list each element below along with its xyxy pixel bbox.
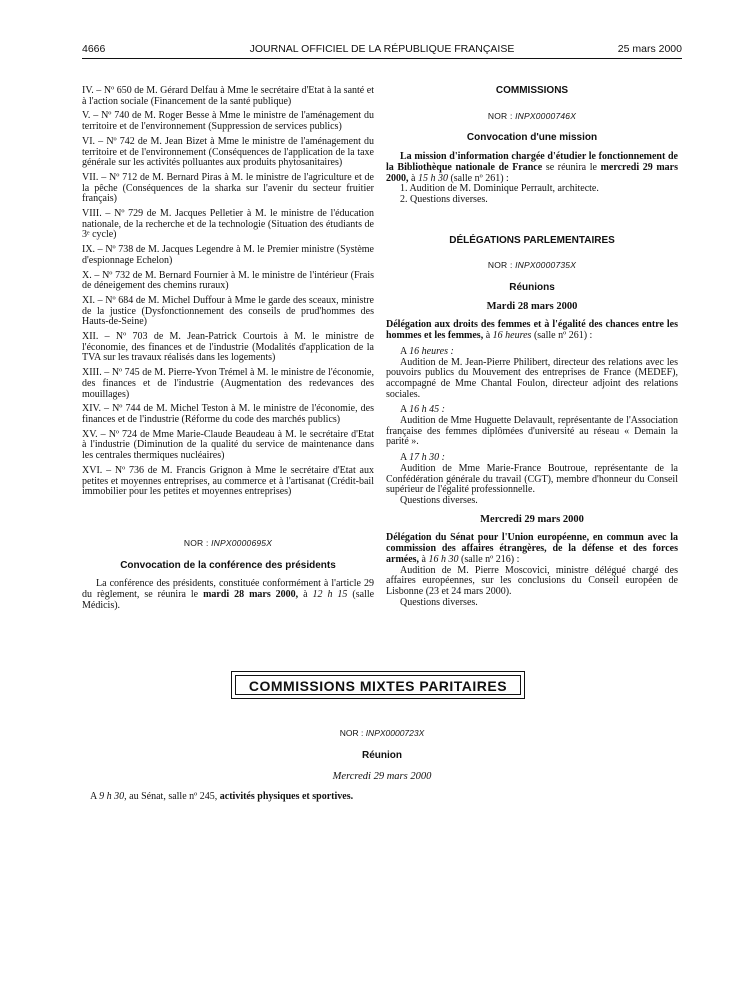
session-time: A 16 h 45 : <box>400 404 446 416</box>
commissions-title: COMMISSIONS <box>495 85 569 96</box>
cmp-title: COMMISSIONS MIXTES PARITAIRES <box>248 678 508 694</box>
cmp-subtitle: Réunion <box>362 750 402 761</box>
mission-intro: La mission d'information chargée d'étudier le fonctionnement de la Bibliothèque nationale de France se réunira le mercredi 29 mars 2000, à 15 h 30 (salle nº 261) : <box>386 151 679 184</box>
session-text: Audition de M. Jean-Pierre Philibert, directeur des relations avec les pouvoirs publics du Mouvement des entreprises de France (MEDEF), accompagné de Mme Chantal Foulon, directeur adjoint des relations sociales. <box>386 356 678 400</box>
day1-session <box>386 347 678 401</box>
cmp-nor <box>82 728 682 738</box>
delegations-nor <box>386 260 678 271</box>
cmp-meeting: A 9 h 30, au Sénat, salle nº 245, activités physiques et sportives. <box>90 791 354 802</box>
day2-date: Mercredi 29 mars 2000 <box>480 513 584 525</box>
nor-code: INPX0000723X <box>365 728 425 738</box>
issue-date: 25 mars 2000 <box>617 43 682 55</box>
cmp-title-box <box>231 671 525 699</box>
cmp-date: Mercredi 29 mars 2000 <box>332 771 432 782</box>
delegations-title: DÉLÉGATIONS PARLEMENTAIRES <box>449 234 615 246</box>
day2-intro: Délégation du Sénat pour l'Union européenne, en commun avec la commission des affaires étrangères, de la défense et des forces armées, à 16 h 30 (salle nº 216) : <box>386 532 678 565</box>
question-item: X. – Nº 732 de M. Bernard Fournier à M. le ministre de l'intérieur (Frais de déneigement des chemins ruraux) <box>82 269 374 292</box>
question-item: XII. – Nº 703 de M. Jean-Patrick Courtois à M. le ministre de l'économie, des finances et de l'industrie (Modalités d'application de la TVA sur les travaux réalisés dans les logements) <box>82 331 374 364</box>
day1-closing: Questions diverses. <box>400 494 478 506</box>
mission-item: 2. Questions diverses. <box>400 193 488 205</box>
question-item: IV. – Nº 650 de M. Gérard Delfau à Mme le secrétaire d'Etat à la santé et à l'action sociale (Financement de la santé publique) <box>82 85 374 107</box>
nor-code: INPX0000746X <box>515 110 577 121</box>
day1-session <box>386 453 678 496</box>
day1-date: Mardi 28 mars 2000 <box>486 300 578 312</box>
commissions-nor <box>386 111 678 122</box>
nor-code: INPX0000735X <box>515 260 577 271</box>
conference-nor <box>82 538 374 549</box>
conference-text: La conférence des présidents, constituée conformément à l'article 29 du règlement, se réunira le mardi 28 mars 2000, à 12 h 15 (salle Médicis). <box>82 578 375 611</box>
question-item: VII. – Nº 712 de M. Bernard Piras à M. le ministre de l'agriculture et de la pêche (Conséquences de la sharka sur l'avenir du secteur fruitier français) <box>82 171 374 205</box>
header-rule <box>82 58 682 59</box>
delegations-subtitle: Réunions <box>509 282 555 294</box>
right-column <box>386 86 678 608</box>
question-item: VIII. – Nº 729 de M. Jacques Pelletier à M. le ministre de l'éducation nationale, de la recherche et de la technologie (Situation des étudiants de 3ᵉ cycle) <box>82 208 374 241</box>
question-item: XV. – Nº 724 de Mme Marie-Claude Beaudeau à M. le secrétaire d'Etat à l'industrie (Diminution de la qualité du service de maintenance dans les centrales thermiques nucléaires) <box>82 428 374 462</box>
commissions-subtitle: Convocation d'une mission <box>466 132 598 144</box>
question-item: V. – Nº 740 de M. Roger Besse à Mme le ministre de l'aménagement du territoire et de l'environnement (Suppression de services publics) <box>82 110 374 133</box>
mission-item: 1. Audition de M. Dominique Perrault, architecte. <box>400 183 599 195</box>
day2-closing: Questions diverses. <box>400 596 478 608</box>
conference-title: Convocation de la conférence des présidents <box>120 559 336 571</box>
nor-label: NOR : <box>487 260 513 271</box>
question-item: XIV. – Nº 744 de M. Michel Teston à M. le ministre de l'économie, des finances et de l'industrie (Réforme du code des marchés publics) <box>82 403 374 425</box>
session-text: Audition de Mme Marie-France Boutroue, représentante de la Confédération générale du travail (CGT), membre d'honneur du Conseil supérieur de l'égalité professionnelle. <box>386 462 678 496</box>
nor-label: NOR : <box>487 110 513 121</box>
journal-title: JOURNAL OFFICIEL DE LA RÉPUBLIQUE FRANÇAISE <box>249 43 515 55</box>
day1-intro: Délégation aux droits des femmes et à l'égalité des chances entre les hommes et les femmes, à 16 heures (salle nº 261) : <box>386 319 678 342</box>
day1-session <box>386 405 678 448</box>
page-header <box>82 43 682 59</box>
day2-text: Audition de M. Pierre Moscovici, ministre délégué chargé des affaires européennes, sur les conclusions du Conseil européen de Lisbonne (23 et 24 mars 2000). <box>386 564 678 597</box>
question-item: XVI. – Nº 736 de M. Francis Grignon à Mme le secrétaire d'Etat aux petites et moyennes entreprises, au commerce et à l'artisanat (Crédit-bail immobilier pour les petites et moyennes entreprises) <box>82 464 374 498</box>
session-text: Audition de Mme Huguette Delavault, représentante de l'Association française des femmes diplômées d'université au réseau « Demain la parité ». <box>386 415 678 448</box>
page-number: 4666 <box>82 43 106 55</box>
question-item: IX. – Nº 738 de M. Jacques Legendre à M. le Premier ministre (Système d'espionnage Echelon) <box>82 244 374 266</box>
left-column <box>82 86 374 611</box>
session-time: A 16 heures : <box>400 345 454 357</box>
question-item: VI. – Nº 742 de M. Jean Bizet à Mme le ministre de l'aménagement du territoire et de l'environnement (Conséquences de l'application de la taxe générale sur les activités polluantes aux produits phytosanitaires) <box>82 135 374 169</box>
nor-label: NOR : <box>339 728 364 738</box>
session-time: A 17 h 30 : <box>400 452 446 464</box>
nor-label: NOR : <box>183 537 209 548</box>
question-item: XIII. – Nº 745 de M. Pierre-Yvon Trémel à M. le ministre de l'économie, des finances et de l'industrie (Augmentation des redevances des mouillages) <box>82 367 374 400</box>
question-item: XI. – Nº 684 de M. Michel Duffour à Mme le garde des sceaux, ministre de la justice (Dysfonctionnement des conseils de prud'hommes des Hauts-de-Seine) <box>82 294 374 328</box>
nor-code: INPX0000695X <box>211 537 273 548</box>
question-list <box>82 86 374 498</box>
